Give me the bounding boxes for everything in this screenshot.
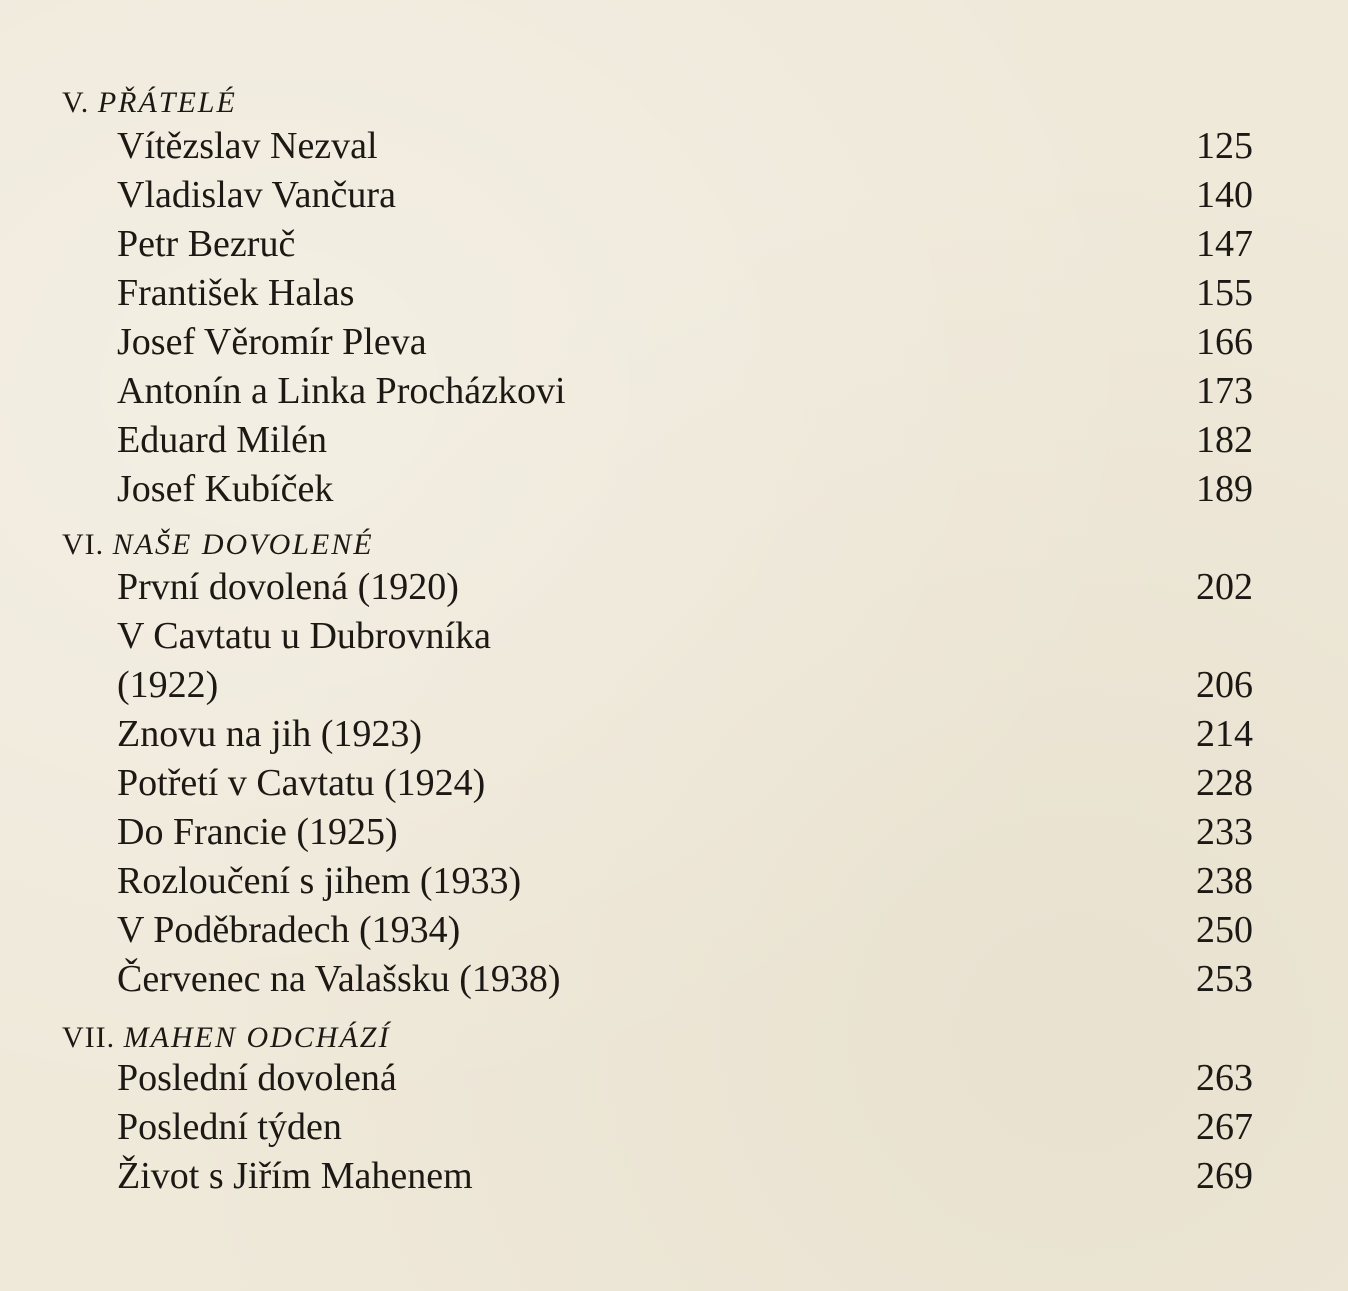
entry-title: Červenec na Valašsku (1938): [117, 958, 561, 1000]
toc-entry: [117, 1152, 1253, 1200]
toc-entry: [117, 1103, 1253, 1151]
entry-title: Do Francie (1925): [117, 811, 398, 853]
entry-title: Znovu na jih (1923): [117, 713, 423, 755]
entry-title: Vladislav Vančura: [117, 174, 396, 216]
entry-page-number: 238: [1196, 860, 1253, 902]
section-title: MAHEN ODCHÁZÍ: [123, 1021, 391, 1054]
toc-entry: [117, 269, 1253, 317]
entry-page-number: 233: [1196, 811, 1253, 853]
entry-title: Poslední dovolená: [117, 1057, 397, 1099]
section-title: PŘÁTELÉ: [97, 86, 237, 119]
entry-page-number: 267: [1196, 1106, 1253, 1148]
entry-page-number: 140: [1196, 174, 1253, 216]
entry-page-number: 202: [1196, 566, 1253, 608]
toc-entry: [117, 465, 1253, 513]
toc-entry: [117, 318, 1253, 366]
toc-entry: [117, 955, 1253, 1003]
section-heading-vii: [62, 1021, 390, 1055]
entry-title: Antonín a Linka Procházkovi: [117, 370, 566, 412]
toc-entry: [117, 220, 1253, 268]
entry-page-number: 228: [1196, 762, 1253, 804]
entry-title: Vítězslav Nezval: [117, 125, 378, 167]
entry-title: František Halas: [117, 272, 355, 314]
section-heading-vi: [62, 528, 374, 562]
entry-page-number: 182: [1196, 419, 1253, 461]
entry-title: Josef Kubíček: [117, 468, 334, 510]
entry-page-number: 206: [1196, 664, 1253, 706]
toc-entry: [117, 759, 1253, 807]
toc-entry: [117, 1054, 1253, 1102]
section-number: VII.: [62, 1021, 116, 1054]
section-number: VI.: [62, 528, 105, 561]
entry-page-number: 173: [1196, 370, 1253, 412]
entry-page-number: 189: [1196, 468, 1253, 510]
entry-title: V Poděbradech (1934): [117, 909, 461, 951]
entry-page-number: 250: [1196, 909, 1253, 951]
entry-page-number: 269: [1196, 1155, 1253, 1197]
entry-page-number: 125: [1196, 125, 1253, 167]
toc-entry: [117, 367, 1253, 415]
entry-title: V Cavtatu u Dubrovníka: [117, 615, 491, 657]
entry-title: Rozloučení s jihem (1933): [117, 860, 522, 902]
toc-entry: [117, 661, 1253, 709]
section-title: NAŠE DOVOLENÉ: [112, 528, 374, 561]
entry-page-number: 155: [1196, 272, 1253, 314]
entry-title: (1922): [117, 664, 219, 706]
toc-entry: [117, 710, 1253, 758]
toc-entry: [117, 857, 1253, 905]
entry-title: Petr Bezruč: [117, 223, 296, 265]
toc-entry: [117, 122, 1253, 170]
entry-title: Josef Věromír Pleva: [117, 321, 427, 363]
toc-entry: [117, 563, 1253, 611]
section-number: V.: [62, 86, 90, 119]
entry-title: První dovolená (1920): [117, 566, 459, 608]
entry-page-number: 253: [1196, 958, 1253, 1000]
entry-page-number: 166: [1196, 321, 1253, 363]
toc-entry: [117, 171, 1253, 219]
entry-title: Život s Jiřím Mahenem: [117, 1155, 473, 1197]
entry-title: Eduard Milén: [117, 419, 328, 461]
entry-title: Poslední týden: [117, 1106, 342, 1148]
toc-entry: [117, 612, 1253, 660]
entry-title: Potřetí v Cavtatu (1924): [117, 762, 486, 804]
entry-page-number: 263: [1196, 1057, 1253, 1099]
section-heading-v: [62, 86, 237, 120]
entry-page-number: 147: [1196, 223, 1253, 265]
toc-entry: [117, 906, 1253, 954]
toc-entry: [117, 416, 1253, 464]
entry-page-number: 214: [1196, 713, 1253, 755]
toc-entry: [117, 808, 1253, 856]
